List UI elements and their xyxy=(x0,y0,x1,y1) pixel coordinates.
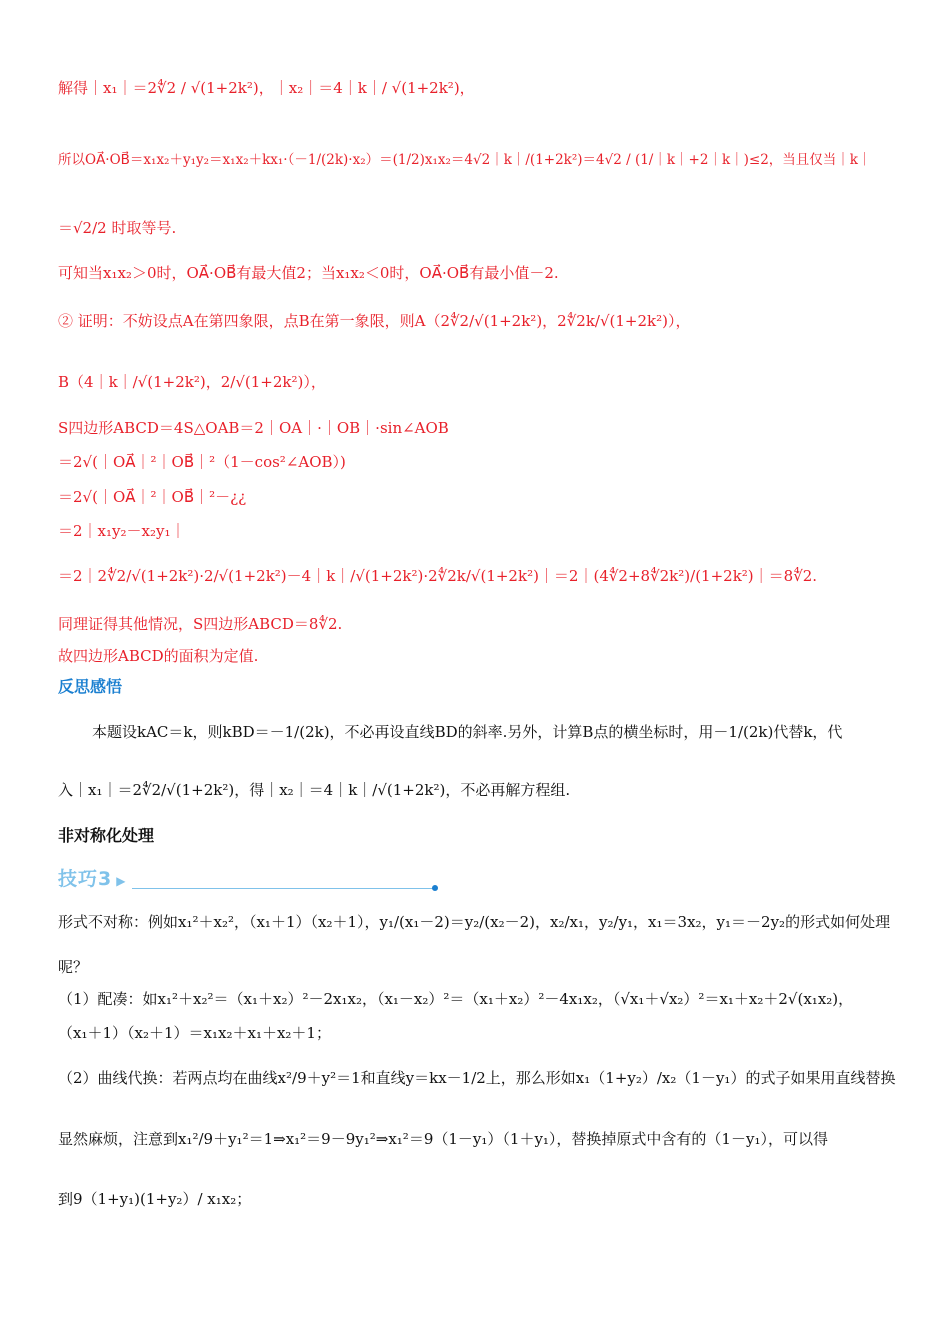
triangle-right-icon: ▶ xyxy=(116,874,126,888)
solution-line: B（4｜k｜/√(1+2k²)，2/√(1+2k²)）， xyxy=(58,373,326,391)
solution-line: 所以OA⃗·OB⃗＝x₁x₂＋y₁y₂＝x₁x₂＋kx₁·（－1/(2k)·x₂）＝(1/2)x₁x₂＝4√2｜k｜/(1+2k²)＝4√2 / (1/｜k｜+2｜k｜)≤2，当且仅当｜k｜ xyxy=(58,152,872,168)
solution-line: ＝√2/2 时取等号. xyxy=(58,219,177,237)
badge-divider xyxy=(132,888,434,889)
solution-line: ＝2｜2∜2/√(1+2k²)·2/√(1+2k²)－4｜k｜/√(1+2k²)·2∜2k/√(1+2k²)｜＝2｜(4∜2+8∜2k²)/(1+2k²)｜＝8∜2. xyxy=(58,567,818,585)
solution-line: 同理证得其他情况，S四边形ABCD＝8∜2. xyxy=(58,615,343,633)
solution-line: S四边形ABCD＝4S△OAB＝2｜OA｜·｜OB｜·sin∠AOB xyxy=(58,419,449,437)
body-line: 呢？ xyxy=(58,958,89,976)
body-line: （x₁＋1）（x₂＋1）＝x₁x₂＋x₁＋x₂＋1； xyxy=(58,1024,331,1042)
section-heading: 非对称化处理 xyxy=(58,828,155,845)
reflection-line: 本题设kAC＝k，则kBD＝－1/(2k)，不必再设直线BD的斜率.另外，计算B点的横坐标时，用－1/(2k)代替k，代 xyxy=(92,723,843,741)
body-line: 到9（1+y₁)(1+y₂）/ x₁x₂； xyxy=(58,1190,252,1208)
body-line: （2）曲线代换：若两点均在曲线x²/9＋y²＝1和直线y＝kx－1/2上，那么形如x₁（1+y₂）/x₂（1－y₁）的式子如果用直线替换 xyxy=(58,1069,896,1087)
solution-line: ＝2√(｜OA⃗｜²｜OB⃗｜²（1－cos²∠AOB）) xyxy=(58,453,346,471)
body-line: 形式不对称：例如x₁²＋x₂²，（x₁＋1）（x₂＋1），y₁/(x₁－2)＝y₂/(x₂－2)，x₂/x₁，y₂/y₁，x₁＝3x₂，y₁＝－2y₂的形式如何处理 xyxy=(58,913,891,931)
technique-badge-label: 技巧3 xyxy=(58,868,113,890)
body-line: 显然麻烦，注意到x₁²/9＋y₁²＝1⇒x₁²＝9－9y₁²⇒x₁²＝9（1－y₁）（1＋y₁），替换掉原式中含有的（1－y₁），可以得 xyxy=(58,1130,828,1148)
solution-line: ② 证明：不妨设点A在第四象限，点B在第一象限，则A（2∜2/√(1+2k²)，2∜2k/√(1+2k²)）， xyxy=(58,312,691,330)
reflection-line: 入｜x₁｜＝2∜2/√(1+2k²)，得｜x₂｜＝4｜k｜/√(1+2k²)，不必再解方程组. xyxy=(58,781,571,799)
solution-line: ＝2｜x₁y₂－x₂y₁｜ xyxy=(58,522,186,540)
solution-line: 可知当x₁x₂＞0时，OA⃗·OB⃗有最大值2；当x₁x₂＜0时，OA⃗·OB⃗有最小值－2. xyxy=(58,264,559,282)
solution-line: 故四边形ABCD的面积为定值. xyxy=(58,647,259,665)
solution-line: 解得｜x₁｜＝2∜2 / √(1+2k²)，｜x₂｜＝4｜k｜/ √(1+2k²)， xyxy=(58,79,475,97)
solution-line: ＝2√(｜OA⃗｜²｜OB⃗｜²－¿¿ xyxy=(58,488,247,506)
reflection-heading: 反思感悟 xyxy=(58,679,123,696)
body-line: （1）配凑：如x₁²＋x₂²＝（x₁＋x₂）²－2x₁x₂，（x₁－x₂）²＝（x₁＋x₂）²－4x₁x₂，（√x₁＋√x₂）²＝x₁＋x₂＋2√(x₁x₂)， xyxy=(58,990,854,1008)
badge-dot-icon xyxy=(432,885,438,891)
technique-badge xyxy=(58,864,125,890)
